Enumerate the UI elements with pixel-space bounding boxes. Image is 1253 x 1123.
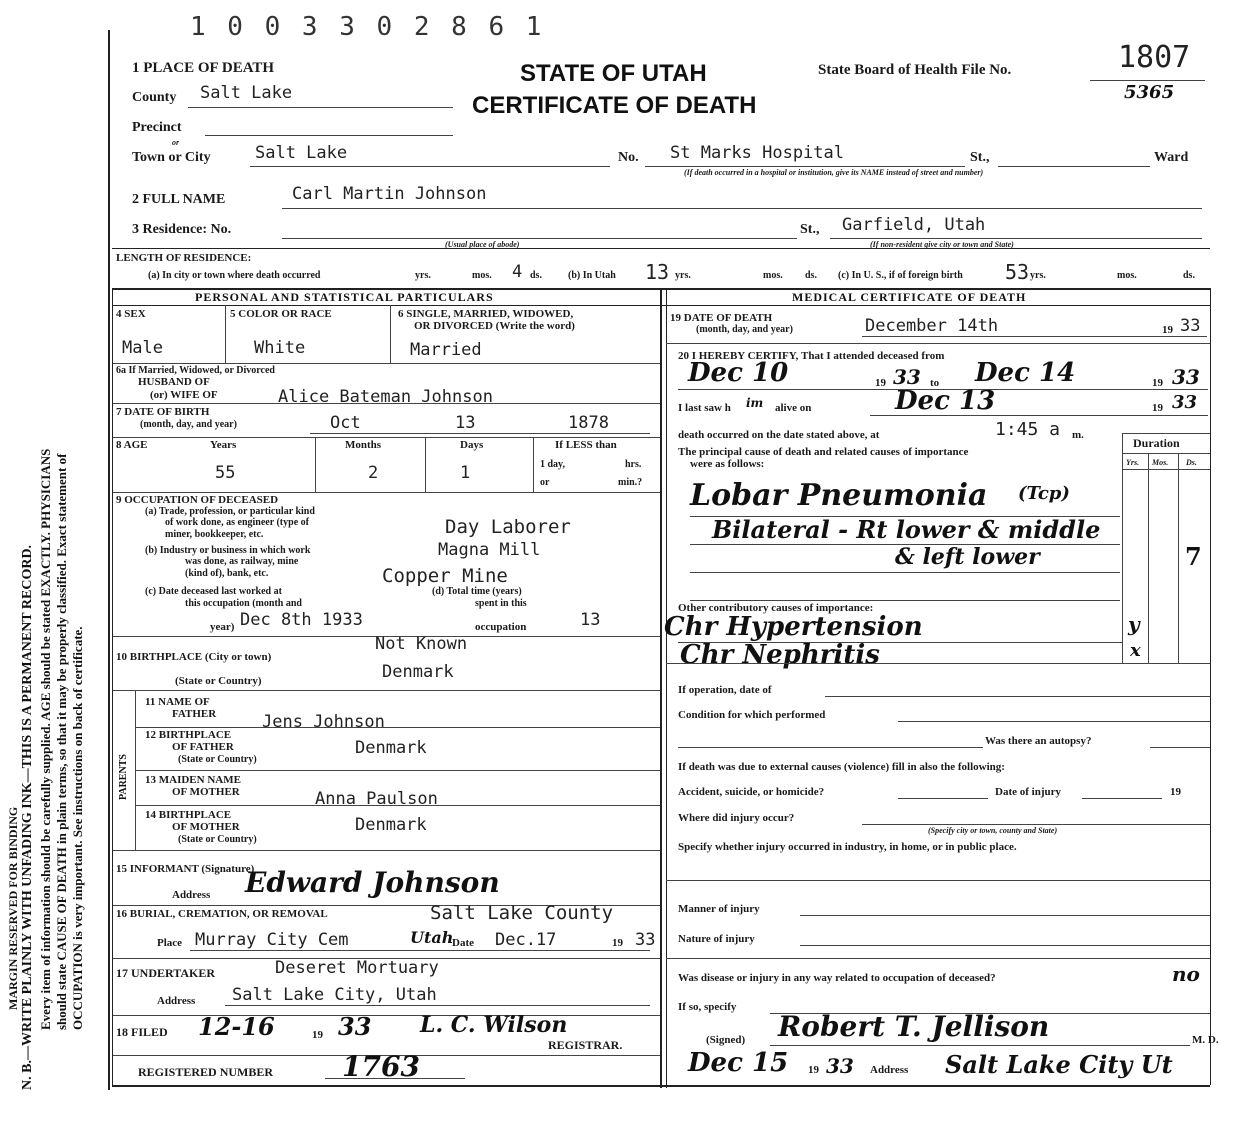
filed-date: 12-16 (198, 1012, 275, 1041)
marital-value: Married (410, 340, 482, 360)
margin-instructions-2: should state CAUSE OF DEATH in plain terms, so that it may be properly classified. Exact statement of (54, 453, 69, 1030)
dob-day: 13 (455, 413, 476, 433)
from-year: 33 (893, 365, 921, 389)
last-year-prefix: 19 (1152, 402, 1163, 414)
birthplace-label-2: (State or Country) (175, 675, 262, 687)
length-c-yrs: yrs. (1030, 270, 1046, 281)
dod-label-2: (month, day, and year) (696, 324, 793, 335)
from-year-prefix: 19 (875, 377, 886, 389)
manner-label: Manner of injury (678, 903, 760, 915)
to-label: to (930, 377, 940, 389)
margin-binding-note: MARGIN RESERVED FOR BINDING (6, 806, 20, 1010)
informant-signature: Edward Johnson (245, 866, 500, 899)
length-b-yrs: yrs. (675, 270, 691, 281)
dob-label-2: (month, day, and year) (140, 419, 237, 430)
occupation-b2: was done, as railway, mine (185, 556, 299, 567)
occupation-b-value-2: Copper Mine (382, 565, 508, 587)
principal-label-2: were as follows: (690, 458, 765, 470)
registrar-label: REGISTRAR. (548, 1038, 623, 1052)
margin-instructions-1: Every item of information should be carefully supplied. AGE should be stated EXACTLY. PHYSICIANS (38, 448, 53, 1030)
occupation-d3: occupation (475, 621, 527, 633)
ward-label: Ward (1154, 150, 1189, 165)
hrs-label: hrs. (625, 459, 642, 470)
length-a-ds: ds. (530, 270, 542, 281)
parents-side-label: PARENTS (118, 754, 129, 800)
occupation-c2: this occupation (month and (185, 598, 302, 609)
occupation-c-value: Dec 8th 1933 (240, 610, 363, 630)
burial-label: 16 BURIAL, CREMATION, OR REMOVAL (116, 908, 328, 920)
personal-section-title: PERSONAL AND STATISTICAL PARTICULARS (195, 290, 494, 304)
father-label-1: 11 NAME OF (145, 696, 210, 708)
operation-label: If operation, date of (678, 684, 772, 696)
color-value: White (254, 338, 306, 358)
length-c: (c) In U. S., if of foreign birth (838, 270, 963, 281)
occupation-d1: (d) Total time (years) (432, 586, 522, 597)
nature-label: Nature of injury (678, 933, 755, 945)
burial-year: 33 (635, 930, 656, 950)
dod-year: 33 (1180, 316, 1201, 336)
mother-birthplace-label-2: OF MOTHER (172, 821, 240, 833)
hospital-value: St Marks Hospital (670, 143, 844, 163)
hospital-note: (If death occurred in a hospital or institution, give its NAME instead of street and number) (684, 168, 984, 177)
occupation-label: 9 OCCUPATION OF DECEASED (116, 494, 279, 506)
cause-1-mark: (Tcp) (1018, 483, 1070, 504)
length-a-mos: mos. (472, 270, 492, 281)
full-name-value: Carl Martin Johnson (292, 184, 487, 204)
residence-st-label: St., (800, 222, 820, 237)
margin-ink-note: N. B.—WRITE PLAINLY WITH UNFADING INK—THIS IS A PERMANENT RECORD. (20, 544, 35, 1090)
cause-1: Lobar Pneumonia (690, 478, 988, 513)
length-b-mos: mos. (763, 270, 783, 281)
alive-label: alive on (775, 402, 812, 414)
informant-address-label: Address (172, 889, 211, 901)
external-label: If death was due to external causes (violence) fill in also the following: (678, 761, 1005, 773)
father-birthplace-value: Denmark (355, 738, 427, 758)
dob-label-1: 7 DATE OF BIRTH (116, 406, 210, 418)
file-no-handwritten: 5365 (1124, 82, 1175, 103)
length-a-ds-value: 4 (512, 262, 523, 282)
certify-label: 20 I HEREBY CERTIFY, That I attended deceased from (678, 350, 945, 362)
occurred-label: death occurred on the date stated above, at (678, 429, 880, 441)
town-label: Town or City (132, 150, 211, 165)
filed-year: 33 (338, 1012, 372, 1041)
filed-year-prefix: 19 (312, 1029, 323, 1041)
age-days: 1 (460, 463, 471, 483)
st-label: St., (970, 150, 990, 165)
sex-value: Male (122, 338, 163, 358)
cause-duration: 7 (1185, 542, 1202, 571)
duration-yrs: Yrs. (1126, 458, 1140, 467)
marital-label-2: OR DIVORCED (Write the word) (414, 320, 575, 332)
occupation-b1: (b) Industry or business in which work (145, 545, 311, 556)
burial-date-label: Date (452, 937, 474, 949)
length-c-ds: ds. (1183, 270, 1195, 281)
father-value: Jens Johnson (262, 712, 385, 732)
burial-date: Dec.17 (495, 930, 557, 950)
sig-year-prefix: 19 (808, 1064, 819, 1076)
other-cause-2-duration: x (1130, 640, 1141, 661)
occupation-b3: (kind of), bank, etc. (185, 568, 269, 579)
min-label: min.? (618, 477, 643, 488)
years-label: Years (210, 439, 237, 451)
duration-mos: Mos. (1152, 458, 1169, 467)
accident-label: Accident, suicide, or homicide? (678, 786, 825, 798)
age-label: 8 AGE (116, 439, 148, 451)
related-value: no (1172, 962, 1200, 986)
sex-label: 4 SEX (116, 308, 146, 320)
full-name-label: 2 FULL NAME (132, 192, 226, 207)
mother-label-1: 13 MAIDEN NAME (145, 774, 241, 786)
other-cause-1-duration: y (1128, 612, 1140, 636)
residence-value: Garfield, Utah (842, 215, 986, 235)
to-year-prefix: 19 (1152, 377, 1163, 389)
dod-label-1: 19 DATE OF DEATH (670, 312, 773, 324)
length-a: (a) In city or town where death occurred (148, 270, 321, 281)
last-saw-date: Dec 13 (895, 386, 996, 416)
occupation-a-value: Day Laborer (445, 516, 571, 538)
other-cause-1: Chr Hypertension (664, 612, 923, 642)
other-causes-label: Other contributory causes of importance: (678, 602, 874, 614)
occupation-c3: year) (210, 621, 235, 633)
length-c-mos: mos. (1117, 270, 1137, 281)
abode-note: (Usual place of abode) (445, 240, 520, 249)
occupation-a1: (a) Trade, profession, or particular kind (145, 506, 315, 517)
to-year: 33 (1172, 365, 1200, 389)
less-label: If LESS than (555, 439, 617, 451)
day-label: 1 day, (540, 459, 566, 470)
last-year: 33 (1172, 392, 1198, 413)
specify-label: Specify whether injury occurred in industry, in home, or in public place. (678, 841, 1017, 853)
length-c-yrs-value: 53 (1005, 260, 1030, 284)
last-saw-label: I last saw h (678, 402, 731, 414)
principal-label-1: The principal cause of death and related causes of importance (678, 446, 969, 458)
attended-from: Dec 10 (688, 358, 789, 388)
dob-month: Oct (330, 413, 361, 433)
precinct-label: Precinct (132, 120, 182, 135)
state-title: STATE OF UTAH (520, 60, 707, 87)
mother-label-2: OF MOTHER (172, 786, 240, 798)
attended-to: Dec 14 (975, 358, 1076, 388)
burial-place-label: Place (157, 937, 183, 949)
length-b-yrs-value: 13 (645, 260, 670, 284)
registrar-signature: L. C. Wilson (420, 1012, 568, 1038)
injury-year: 19 (1170, 786, 1181, 798)
other-cause-2: Chr Nephritis (680, 640, 880, 670)
occupation-a3: miner, bookkeeper, etc. (165, 529, 264, 540)
father-label-2: FATHER (172, 708, 217, 720)
autopsy-label: Was there an autopsy? (985, 735, 1092, 747)
age-months: 2 (368, 463, 379, 483)
certificate-title: CERTIFICATE OF DEATH (472, 92, 757, 119)
no-label: No. (618, 150, 639, 165)
place-of-death-label: 1 PLACE OF DEATH (132, 60, 275, 76)
town-value: Salt Lake (255, 143, 348, 163)
spouse-value: Alice Bateman Johnson (278, 387, 493, 407)
file-no: 1807 (1118, 40, 1191, 75)
birthplace-city: Not Known (375, 634, 468, 654)
father-birthplace-label-3: (State or Country) (178, 754, 257, 765)
medical-section-title: MEDICAL CERTIFICATE OF DEATH (792, 290, 1027, 304)
spouse-label-2: HUSBAND OF (138, 376, 210, 388)
dod-value: December 14th (865, 316, 999, 336)
or-min-label: or (540, 477, 550, 488)
undertaker-value: Deseret Mortuary (275, 958, 439, 978)
burial-place: Murray City Cem (195, 930, 349, 950)
dob-year: 1878 (568, 413, 609, 433)
length-a-yrs: yrs. (415, 270, 431, 281)
duration-ds: Ds. (1186, 458, 1197, 467)
length-b-ds: ds. (805, 270, 817, 281)
occupation-d-value: 13 (580, 610, 601, 630)
cause-3: & left lower (895, 544, 1040, 570)
informant-label: 15 INFORMANT (Signature) (116, 863, 255, 875)
dod-year-prefix: 19 (1162, 324, 1173, 336)
registered-number: 1763 (342, 1050, 420, 1083)
mother-birthplace-label-3: (State or Country) (178, 834, 257, 845)
physician-address: Salt Lake City Ut (945, 1050, 1173, 1079)
county-value: Salt Lake (200, 83, 293, 103)
if-so-label: If so, specify (678, 1001, 737, 1013)
length-b: (b) In Utah (568, 270, 616, 281)
burial-value: Salt Lake County (430, 902, 614, 924)
occupation-c1: (c) Date deceased last worked at (145, 586, 282, 597)
mother-birthplace-label-1: 14 BIRTHPLACE (145, 809, 232, 821)
file-no-label: State Board of Health File No. (818, 62, 1012, 78)
months-label: Months (345, 439, 382, 451)
margin-instructions-3: OCCUPATION is very important. See instructions on back of certificate. (70, 626, 85, 1030)
injury-date-label: Date of injury (995, 786, 1061, 798)
filed-label: 18 FILED (116, 1025, 168, 1039)
undertaker-label: 17 UNDERTAKER (116, 966, 216, 980)
registered-number-label: REGISTERED NUMBER (138, 1065, 274, 1079)
md-label: M. D. (1192, 1034, 1219, 1046)
condition-label: Condition for which performed (678, 709, 826, 721)
birthplace-label-1: 10 BIRTHPLACE (City or town) (116, 651, 272, 663)
or-label: or (172, 138, 180, 147)
county-label: County (132, 90, 177, 105)
sig-year: 33 (826, 1054, 854, 1078)
where-note: (Specify city or town, county and State) (928, 826, 1058, 835)
birthplace-country: Denmark (382, 662, 454, 682)
where-label: Where did injury occur? (678, 812, 795, 824)
related-label: Was disease or injury in any way related to occupation of deceased? (678, 972, 996, 984)
cause-2: Bilateral - Rt lower & middle (712, 515, 1101, 544)
age-years: 55 (215, 463, 236, 483)
serial-number: 1 0 0 3 3 0 2 8 6 1 (190, 12, 545, 42)
color-label: 5 COLOR OR RACE (230, 308, 332, 320)
death-time: 1:45 a (995, 419, 1061, 440)
duration-label: Duration (1133, 436, 1180, 450)
signature-date: Dec 15 (688, 1048, 789, 1078)
death-time-suffix: m. (1072, 429, 1084, 441)
occupation-b-value-1: Magna Mill (438, 540, 541, 560)
days-label: Days (460, 439, 484, 451)
father-birthplace-label-2: OF FATHER (172, 741, 234, 753)
mother-value: Anna Paulson (315, 789, 438, 809)
last-saw-pronoun: im (746, 396, 764, 410)
spouse-label-1: 6a If Married, Widowed, or Divorced (116, 365, 275, 376)
physician-signature: Robert T. Jellison (778, 1010, 1050, 1043)
nonres-note: (If non-resident give city or town and State) (870, 240, 1014, 249)
physician-address-label: Address (870, 1064, 909, 1076)
signed-label: (Signed) (706, 1034, 746, 1046)
father-birthplace-label-1: 12 BIRTHPLACE (145, 729, 232, 741)
burial-year-prefix: 19 (612, 937, 623, 949)
marital-label-1: 6 SINGLE, MARRIED, WIDOWED, (398, 308, 574, 320)
residence-label: 3 Residence: No. (132, 222, 232, 237)
spouse-label-3: (or) WIFE OF (150, 389, 218, 401)
mother-birthplace-value: Denmark (355, 815, 427, 835)
undertaker-address-label: Address (157, 995, 196, 1007)
burial-place-hw: Utah (410, 928, 454, 947)
occupation-a2: of work done, as engineer (type of (165, 517, 309, 528)
occupation-d2: spent in this (475, 598, 527, 609)
undertaker-address: Salt Lake City, Utah (232, 985, 437, 1005)
length-label: LENGTH OF RESIDENCE: (116, 252, 252, 264)
